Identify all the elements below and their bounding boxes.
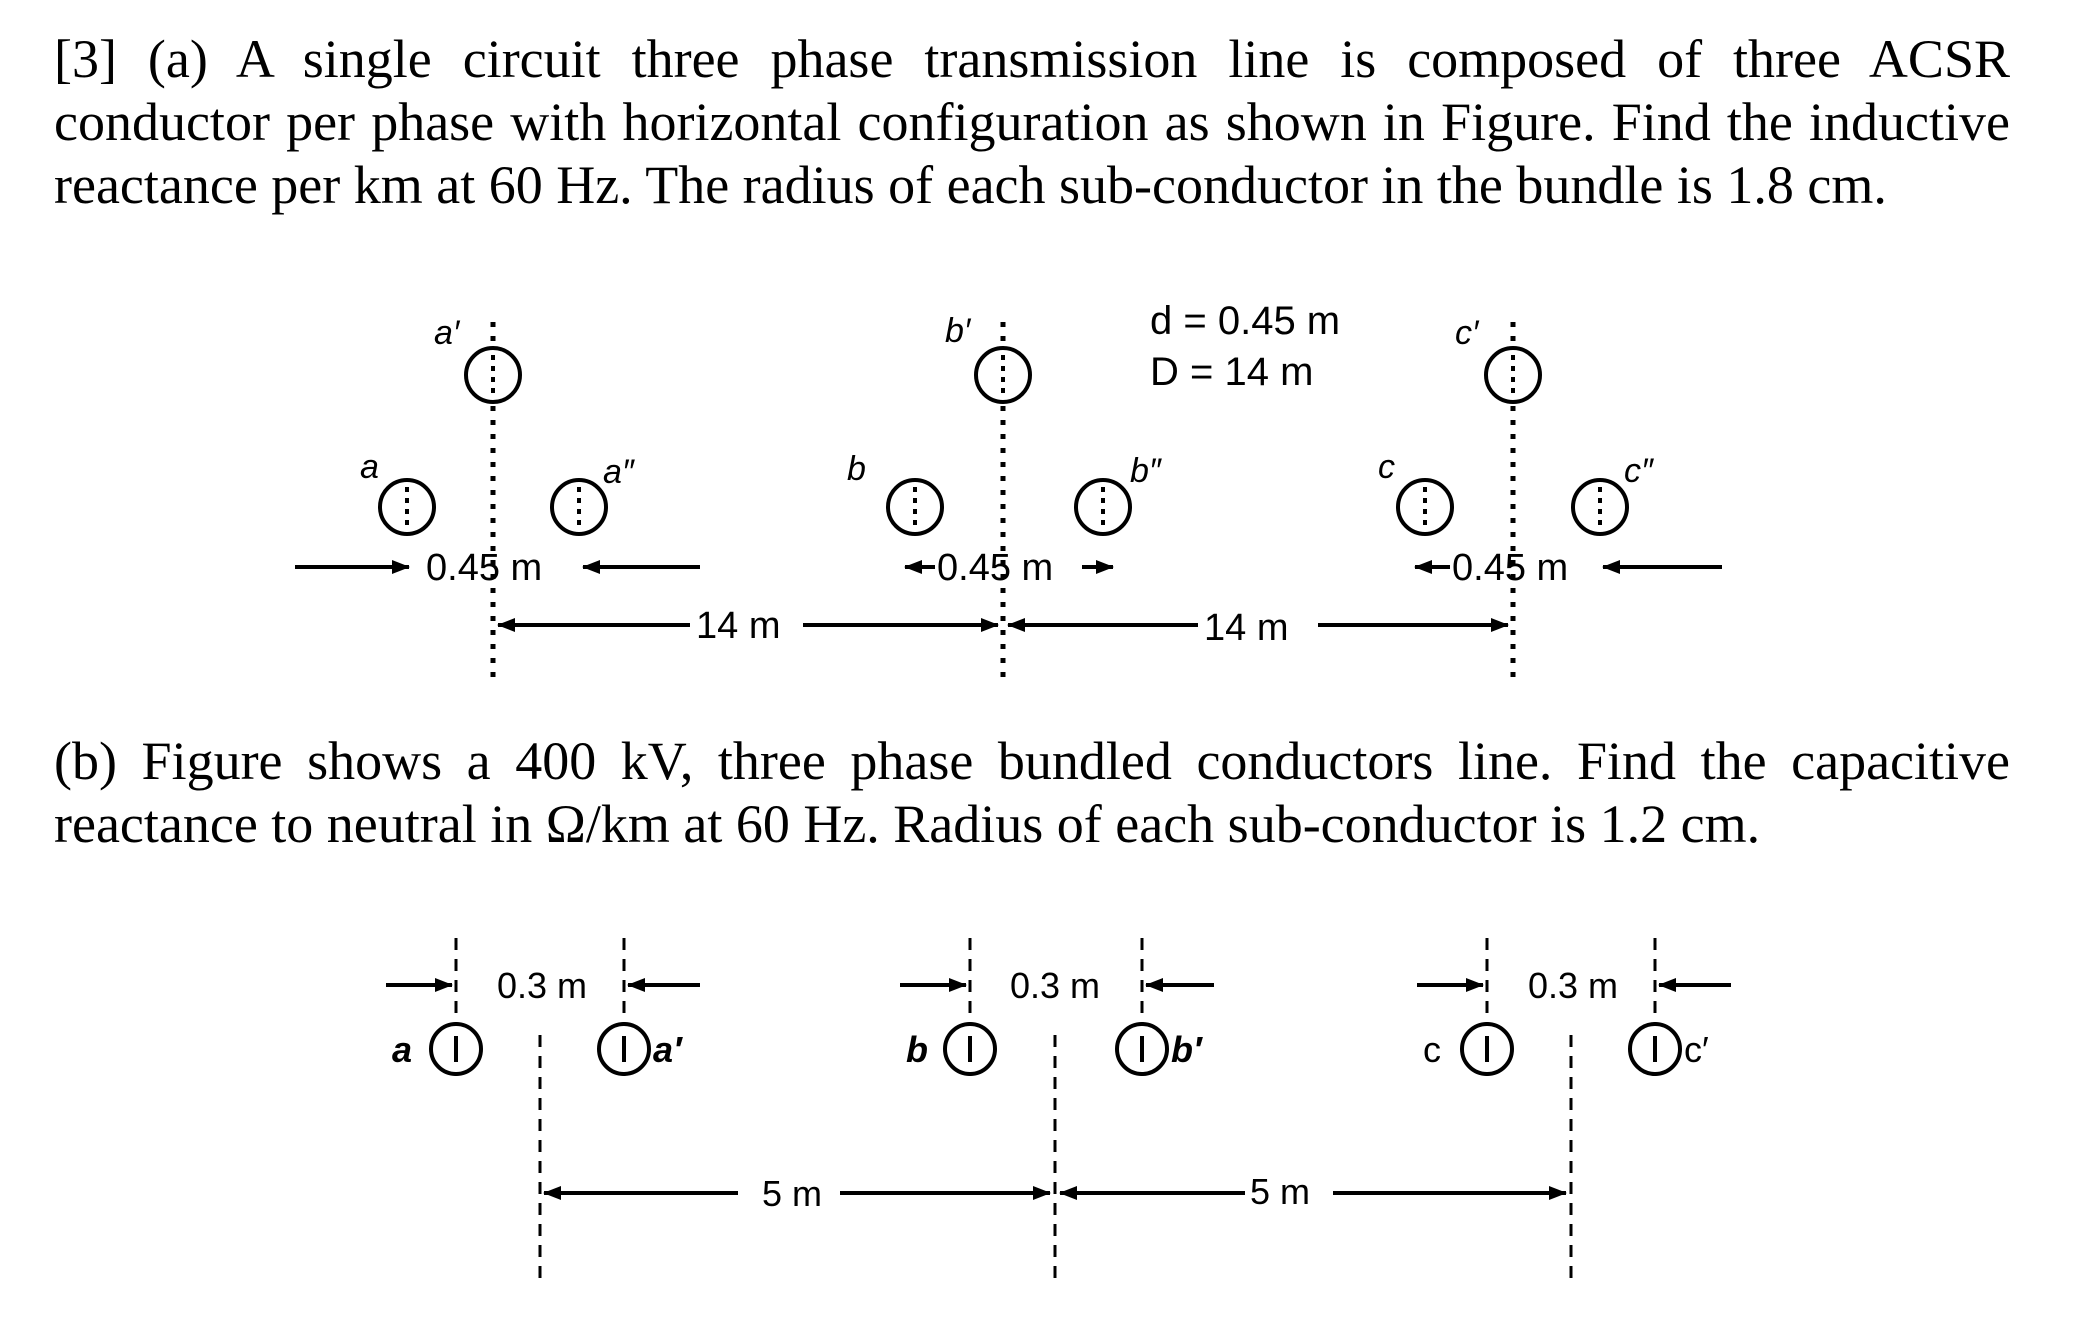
figure-b xyxy=(386,938,1731,1280)
problem-part-b-line-1: (b) Figure shows a 400 kV, three phase bundled conductors line. Find the capacitive xyxy=(54,731,2010,791)
problem-part-b-line-2: reactance to neutral in Ω/km at 60 Hz. Radius of each sub-conductor is 1.2 cm. xyxy=(54,794,1761,854)
label-b-prime: b′ xyxy=(945,312,971,350)
label-c-prime: c′ xyxy=(1455,314,1479,352)
fig-b-label-b-prime: b′ xyxy=(1171,1029,1202,1070)
figure-a xyxy=(295,299,1722,683)
label-b-double-prime: b″ xyxy=(1130,452,1161,490)
figure-a-phase-spacing-bc: 14 m xyxy=(1204,607,1289,649)
fig-b-phase-spacing-bc: 5 m xyxy=(1250,1171,1311,1212)
figure-a-sub-spacing-b: 0.45 m xyxy=(937,547,1054,589)
label-c-double-prime: c″ xyxy=(1624,452,1654,490)
label-b: b xyxy=(847,450,866,488)
figure-a-legend-D: D = 14 m xyxy=(1150,350,1314,394)
fig-b-phase-spacing-ab: 5 m xyxy=(762,1173,823,1214)
fig-b-sub-spacing-a: 0.3 m xyxy=(497,965,588,1006)
figure-a-legend-d: d = 0.45 m xyxy=(1150,299,1341,343)
label-a-double-prime: a″ xyxy=(603,453,634,491)
fig-b-label-b: b xyxy=(906,1029,928,1070)
fig-b-label-c: c xyxy=(1423,1029,1441,1070)
figure-a-sub-spacing-c: 0.45 m xyxy=(1452,547,1569,589)
label-c: c xyxy=(1378,448,1395,486)
figure-a-phase-spacing-ab: 14 m xyxy=(696,605,781,647)
fig-b-label-c-prime: c′ xyxy=(1684,1029,1709,1070)
label-a: a xyxy=(360,448,379,486)
fig-b-sub-spacing-b: 0.3 m xyxy=(1010,965,1101,1006)
fig-b-label-a-prime: a′ xyxy=(653,1029,682,1070)
fig-b-label-a: a xyxy=(392,1029,413,1070)
fig-b-sub-spacing-c: 0.3 m xyxy=(1528,965,1619,1006)
figure-a-sub-spacing-a: 0.45 m xyxy=(426,547,543,589)
problem-part-a-text: [3] (a) A single circuit three phase transmission line is composed of three ACSR conductor per phase with horizontal configuration as shown in Figure. Find the inductive reactance per km at 60 Hz. The radius of each sub-conductor in the bundle is 1.8 cm. xyxy=(54,29,2010,215)
label-a-prime: a′ xyxy=(434,314,460,352)
